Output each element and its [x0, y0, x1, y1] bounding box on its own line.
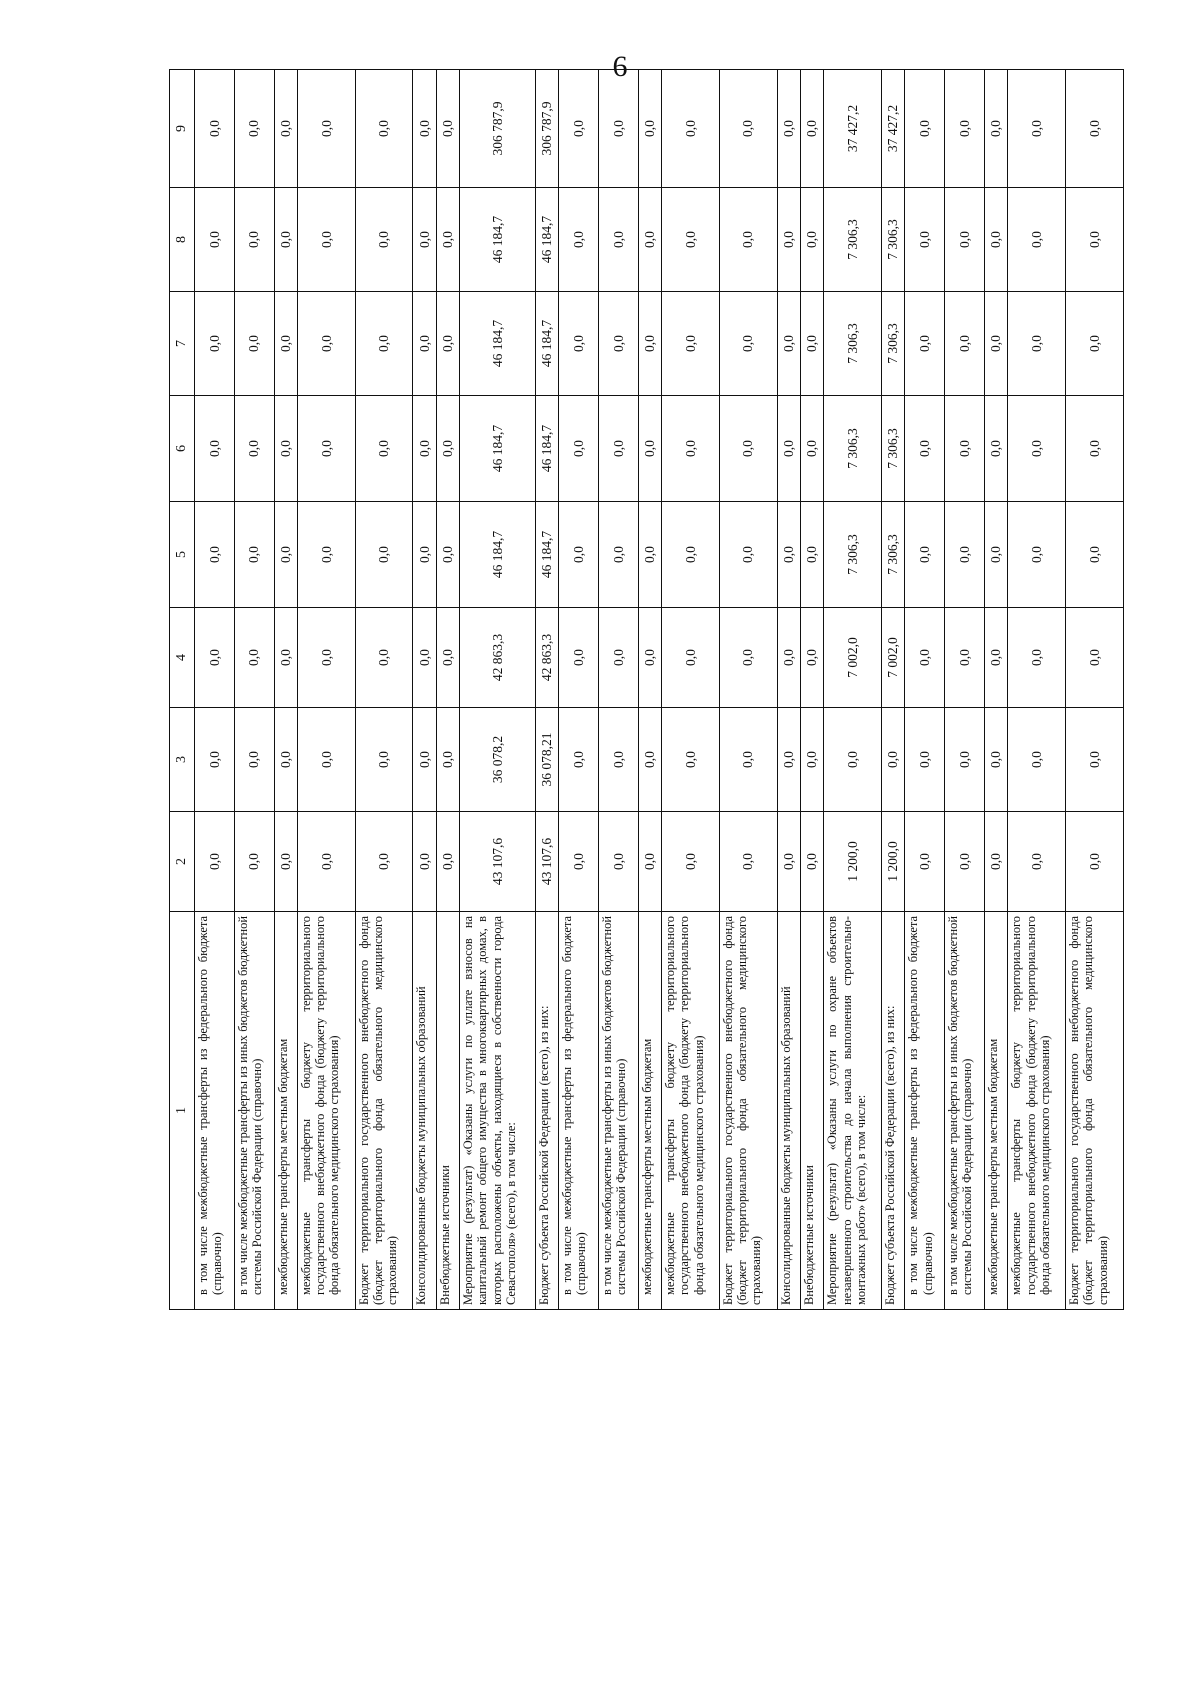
table-row — [800, 70, 823, 1310]
column-header: 5 — [170, 502, 195, 608]
cell-value: 0,0 — [905, 502, 945, 608]
table-row — [1008, 70, 1066, 1310]
cell-value: 0,0 — [598, 396, 638, 502]
cell-value: 0,0 — [559, 70, 599, 188]
cell-value: 7 306,3 — [882, 188, 905, 292]
cell-value: 0,0 — [297, 708, 355, 812]
cell-value: 0,0 — [984, 188, 1007, 292]
cell-value: 1 200,0 — [824, 812, 882, 912]
cell-value: 0,0 — [945, 292, 985, 396]
cell-value: 0,0 — [598, 188, 638, 292]
cell-value: 0,0 — [598, 292, 638, 396]
row-label: Внебюджетные источники — [436, 912, 459, 1310]
cell-value: 0,0 — [274, 502, 297, 608]
cell-value: 0,0 — [413, 188, 436, 292]
cell-value: 0,0 — [945, 502, 985, 608]
cell-value: 0,0 — [905, 608, 945, 708]
cell-value: 0,0 — [1066, 188, 1124, 292]
cell-value: 0,0 — [559, 502, 599, 608]
cell-value: 0,0 — [355, 396, 413, 502]
table-body — [195, 70, 1124, 1310]
row-label: межбюджетные трансферты местным бюджетам — [984, 912, 1007, 1310]
cell-value: 0,0 — [800, 292, 823, 396]
cell-value: 7 002,0 — [824, 608, 882, 708]
cell-value: 46 184,7 — [460, 292, 536, 396]
cell-value: 42 863,3 — [535, 608, 558, 708]
row-label: Бюджет территориального государственного внебюджетного фонда (бюджет территориального фонда обязательного медицинского страхования) — [1066, 912, 1124, 1310]
cell-value: 0,0 — [559, 188, 599, 292]
table-row — [559, 70, 599, 1310]
cell-value: 0,0 — [297, 188, 355, 292]
column-header: 6 — [170, 396, 195, 502]
cell-value: 0,0 — [905, 188, 945, 292]
cell-value: 7 306,3 — [824, 502, 882, 608]
cell-value: 0,0 — [559, 812, 599, 912]
cell-value: 1 200,0 — [882, 812, 905, 912]
row-label: межбюджетные трансферты бюджету территориального государственного внебюджетного фонда (бюджету территориального фонда обязательного медицинского страхования) — [297, 912, 355, 1310]
cell-value: 0,0 — [598, 608, 638, 708]
row-label: Мероприятие (результат) «Оказаны услуги по уплате взносов на капитальный ремонт общего имущества в многоквартирных домах, в которых расположены объекты, находящиеся в собственности города Севастополя» (всего), в том числе: — [460, 912, 536, 1310]
cell-value: 0,0 — [1008, 608, 1066, 708]
row-label: в том числе межбюджетные трансферты из иных бюджетов бюджетной системы Российской Федерации (справочно) — [945, 912, 985, 1310]
cell-value: 0,0 — [638, 812, 661, 912]
cell-value: 0,0 — [800, 396, 823, 502]
cell-value: 0,0 — [274, 608, 297, 708]
cell-value: 0,0 — [638, 188, 661, 292]
cell-value: 0,0 — [777, 708, 800, 812]
cell-value: 7 002,0 — [882, 608, 905, 708]
cell-value: 0,0 — [598, 502, 638, 608]
cell-value: 0,0 — [195, 188, 235, 292]
cell-value: 0,0 — [638, 396, 661, 502]
cell-value: 46 184,7 — [535, 292, 558, 396]
row-label: Бюджет территориального государственного внебюджетного фонда (бюджет территориального фонда обязательного медицинского страхования) — [355, 912, 413, 1310]
cell-value: 0,0 — [274, 188, 297, 292]
cell-value: 0,0 — [905, 70, 945, 188]
cell-value: 7 306,3 — [824, 396, 882, 502]
cell-value: 0,0 — [436, 292, 459, 396]
cell-value: 0,0 — [559, 608, 599, 708]
cell-value: 0,0 — [719, 608, 777, 708]
cell-value: 46 184,7 — [535, 396, 558, 502]
cell-value: 0,0 — [662, 708, 720, 812]
cell-value: 0,0 — [1066, 396, 1124, 502]
cell-value: 0,0 — [945, 188, 985, 292]
cell-value: 0,0 — [984, 812, 1007, 912]
cell-value: 0,0 — [195, 70, 235, 188]
row-label: в том числе межбюджетные трансферты из федерального бюджета (справочно) — [559, 912, 599, 1310]
cell-value: 0,0 — [719, 502, 777, 608]
cell-value: 0,0 — [413, 502, 436, 608]
cell-value: 0,0 — [945, 70, 985, 188]
cell-value: 0,0 — [297, 70, 355, 188]
cell-value: 0,0 — [800, 708, 823, 812]
cell-value: 0,0 — [1008, 188, 1066, 292]
table-row — [413, 70, 436, 1310]
cell-value: 0,0 — [984, 608, 1007, 708]
cell-value: 0,0 — [1008, 812, 1066, 912]
cell-value: 306 787,9 — [535, 70, 558, 188]
cell-value: 0,0 — [1066, 812, 1124, 912]
cell-value: 0,0 — [984, 292, 1007, 396]
cell-value: 46 184,7 — [535, 502, 558, 608]
cell-value: 0,0 — [638, 292, 661, 396]
cell-value: 36 078,2 — [460, 708, 536, 812]
table-row — [777, 70, 800, 1310]
cell-value: 0,0 — [984, 502, 1007, 608]
cell-value: 0,0 — [662, 396, 720, 502]
cell-value: 0,0 — [234, 608, 274, 708]
cell-value: 0,0 — [1066, 608, 1124, 708]
cell-value: 46 184,7 — [460, 188, 536, 292]
cell-value: 0,0 — [195, 292, 235, 396]
table-row — [662, 70, 720, 1310]
cell-value: 0,0 — [719, 812, 777, 912]
table-row — [460, 70, 536, 1310]
column-header: 3 — [170, 708, 195, 812]
cell-value: 0,0 — [413, 70, 436, 188]
cell-value: 0,0 — [436, 396, 459, 502]
column-header: 8 — [170, 188, 195, 292]
cell-value: 0,0 — [1008, 396, 1066, 502]
cell-value: 0,0 — [559, 292, 599, 396]
cell-value: 0,0 — [662, 292, 720, 396]
cell-value: 0,0 — [436, 608, 459, 708]
cell-value: 42 863,3 — [460, 608, 536, 708]
cell-value: 0,0 — [638, 70, 661, 188]
cell-value: 0,0 — [297, 292, 355, 396]
cell-value: 0,0 — [984, 708, 1007, 812]
row-label: Мероприятие (результат) «Оказаны услуги по охране объектов незавершенного строительства до начала выполнения строительно-монтажных работ» (всего), в том числе: — [824, 912, 882, 1310]
header-row — [170, 70, 195, 1310]
cell-value: 0,0 — [234, 188, 274, 292]
cell-value: 0,0 — [436, 502, 459, 608]
cell-value: 0,0 — [905, 396, 945, 502]
column-header: 2 — [170, 812, 195, 912]
table-row — [824, 70, 882, 1310]
cell-value: 0,0 — [195, 396, 235, 502]
row-label: межбюджетные трансферты местным бюджетам — [274, 912, 297, 1310]
cell-value: 0,0 — [719, 70, 777, 188]
cell-value: 0,0 — [719, 292, 777, 396]
cell-value: 0,0 — [413, 396, 436, 502]
cell-value: 0,0 — [638, 502, 661, 608]
cell-value: 0,0 — [984, 70, 1007, 188]
cell-value: 0,0 — [436, 70, 459, 188]
column-header: 4 — [170, 608, 195, 708]
table-row — [355, 70, 413, 1310]
cell-value: 46 184,7 — [460, 396, 536, 502]
cell-value: 0,0 — [234, 502, 274, 608]
cell-value: 0,0 — [1066, 502, 1124, 608]
cell-value: 46 184,7 — [460, 502, 536, 608]
cell-value: 0,0 — [297, 608, 355, 708]
cell-value: 0,0 — [274, 396, 297, 502]
cell-value: 7 306,3 — [824, 188, 882, 292]
cell-value: 0,0 — [719, 708, 777, 812]
cell-value: 0,0 — [945, 708, 985, 812]
table-row — [1066, 70, 1124, 1310]
cell-value: 0,0 — [234, 812, 274, 912]
table-row — [984, 70, 1007, 1310]
table-row — [945, 70, 985, 1310]
cell-value: 0,0 — [413, 292, 436, 396]
cell-value: 306 787,9 — [460, 70, 536, 188]
cell-value: 0,0 — [719, 396, 777, 502]
cell-value: 0,0 — [355, 292, 413, 396]
cell-value: 0,0 — [297, 396, 355, 502]
cell-value: 0,0 — [559, 396, 599, 502]
row-label: Консолидированные бюджеты муниципальных образований — [413, 912, 436, 1310]
row-label: Бюджет субъекта Российской Федерации (всего), из них: — [535, 912, 558, 1310]
cell-value: 0,0 — [355, 502, 413, 608]
cell-value: 0,0 — [413, 608, 436, 708]
cell-value: 0,0 — [662, 188, 720, 292]
cell-value: 0,0 — [274, 292, 297, 396]
cell-value: 0,0 — [777, 188, 800, 292]
cell-value: 0,0 — [355, 708, 413, 812]
cell-value: 0,0 — [355, 188, 413, 292]
cell-value: 0,0 — [234, 396, 274, 502]
cell-value: 36 078,21 — [535, 708, 558, 812]
table-row — [882, 70, 905, 1310]
cell-value: 0,0 — [1066, 70, 1124, 188]
cell-value: 0,0 — [662, 812, 720, 912]
cell-value: 0,0 — [355, 812, 413, 912]
cell-value: 0,0 — [436, 188, 459, 292]
cell-value: 0,0 — [905, 292, 945, 396]
page-number: 6 — [612, 50, 628, 83]
row-label: в том числе межбюджетные трансферты из федерального бюджета (справочно) — [195, 912, 235, 1310]
cell-value: 37 427,2 — [882, 70, 905, 188]
table-row — [274, 70, 297, 1310]
table-row — [195, 70, 235, 1310]
cell-value: 0,0 — [274, 70, 297, 188]
table-row — [535, 70, 558, 1310]
cell-value: 0,0 — [234, 70, 274, 188]
row-label: Консолидированные бюджеты муниципальных образований — [777, 912, 800, 1310]
cell-value: 0,0 — [905, 708, 945, 812]
table-row — [638, 70, 661, 1310]
cell-value: 0,0 — [598, 70, 638, 188]
cell-value: 0,0 — [777, 70, 800, 188]
cell-value: 0,0 — [800, 502, 823, 608]
cell-value: 0,0 — [777, 292, 800, 396]
cell-value: 0,0 — [945, 608, 985, 708]
cell-value: 0,0 — [777, 812, 800, 912]
column-header: 7 — [170, 292, 195, 396]
cell-value: 0,0 — [413, 708, 436, 812]
row-label: в том числе межбюджетные трансферты из федерального бюджета (справочно) — [905, 912, 945, 1310]
cell-value: 0,0 — [1008, 70, 1066, 188]
cell-value: 0,0 — [234, 292, 274, 396]
cell-value: 0,0 — [598, 708, 638, 812]
cell-value: 0,0 — [662, 502, 720, 608]
cell-value: 43 107,6 — [460, 812, 536, 912]
cell-value: 0,0 — [355, 70, 413, 188]
row-label: межбюджетные трансферты бюджету территориального государственного внебюджетного фонда (бюджету территориального фонда обязательного медицинского страхования) — [662, 912, 720, 1310]
table-frame — [169, 70, 1124, 1310]
table-row — [905, 70, 945, 1310]
cell-value: 0,0 — [662, 70, 720, 188]
column-header: 9 — [170, 70, 195, 188]
cell-value: 0,0 — [355, 608, 413, 708]
row-label: Бюджет территориального государственного внебюджетного фонда (бюджет территориального фонда обязательного медицинского страхования) — [719, 912, 777, 1310]
cell-value: 0,0 — [1066, 292, 1124, 396]
cell-value: 0,0 — [234, 708, 274, 812]
cell-value: 0,0 — [1066, 708, 1124, 812]
cell-value: 0,0 — [824, 708, 882, 812]
row-label: Внебюджетные источники — [800, 912, 823, 1310]
cell-value: 0,0 — [297, 812, 355, 912]
cell-value: 0,0 — [598, 812, 638, 912]
cell-value: 46 184,7 — [535, 188, 558, 292]
cell-value: 37 427,2 — [824, 70, 882, 188]
cell-value: 7 306,3 — [824, 292, 882, 396]
cell-value: 0,0 — [195, 812, 235, 912]
row-label: межбюджетные трансферты местным бюджетам — [638, 912, 661, 1310]
cell-value: 0,0 — [436, 708, 459, 812]
column-header: 1 — [170, 912, 195, 1310]
cell-value: 0,0 — [777, 608, 800, 708]
table-row — [719, 70, 777, 1310]
row-label: в том числе межбюджетные трансферты из иных бюджетов бюджетной системы Российской Федерации (справочно) — [234, 912, 274, 1310]
cell-value: 0,0 — [297, 502, 355, 608]
table-row — [234, 70, 274, 1310]
cell-value: 0,0 — [882, 708, 905, 812]
cell-value: 0,0 — [638, 708, 661, 812]
cell-value: 0,0 — [559, 708, 599, 812]
cell-value: 7 306,3 — [882, 292, 905, 396]
cell-value: 0,0 — [195, 708, 235, 812]
cell-value: 0,0 — [638, 608, 661, 708]
cell-value: 0,0 — [274, 708, 297, 812]
cell-value: 0,0 — [945, 396, 985, 502]
cell-value: 7 306,3 — [882, 396, 905, 502]
cell-value: 0,0 — [195, 608, 235, 708]
cell-value: 0,0 — [800, 812, 823, 912]
row-label: Бюджет субъекта Российской Федерации (всего), из них: — [882, 912, 905, 1310]
cell-value: 0,0 — [413, 812, 436, 912]
cell-value: 0,0 — [274, 812, 297, 912]
cell-value: 0,0 — [777, 396, 800, 502]
cell-value: 0,0 — [905, 812, 945, 912]
cell-value: 0,0 — [800, 188, 823, 292]
cell-value: 0,0 — [195, 502, 235, 608]
cell-value: 43 107,6 — [535, 812, 558, 912]
table-row — [297, 70, 355, 1310]
cell-value: 0,0 — [800, 608, 823, 708]
cell-value: 0,0 — [800, 70, 823, 188]
cell-value: 0,0 — [1008, 502, 1066, 608]
cell-value: 0,0 — [1008, 708, 1066, 812]
row-label: в том числе межбюджетные трансферты из иных бюджетов бюджетной системы Российской Федерации (справочно) — [598, 912, 638, 1310]
table-row — [598, 70, 638, 1310]
cell-value: 0,0 — [945, 812, 985, 912]
budget-table — [169, 69, 1124, 1310]
cell-value: 0,0 — [1008, 292, 1066, 396]
row-label: межбюджетные трансферты бюджету территориального государственного внебюджетного фонда (бюджету территориального фонда обязательного медицинского страхования) — [1008, 912, 1066, 1310]
rotated-table-container — [169, 70, 1124, 1310]
cell-value: 0,0 — [984, 396, 1007, 502]
cell-value: 0,0 — [777, 502, 800, 608]
cell-value: 0,0 — [662, 608, 720, 708]
cell-value: 7 306,3 — [882, 502, 905, 608]
cell-value: 0,0 — [719, 188, 777, 292]
cell-value: 0,0 — [436, 812, 459, 912]
table-row — [436, 70, 459, 1310]
